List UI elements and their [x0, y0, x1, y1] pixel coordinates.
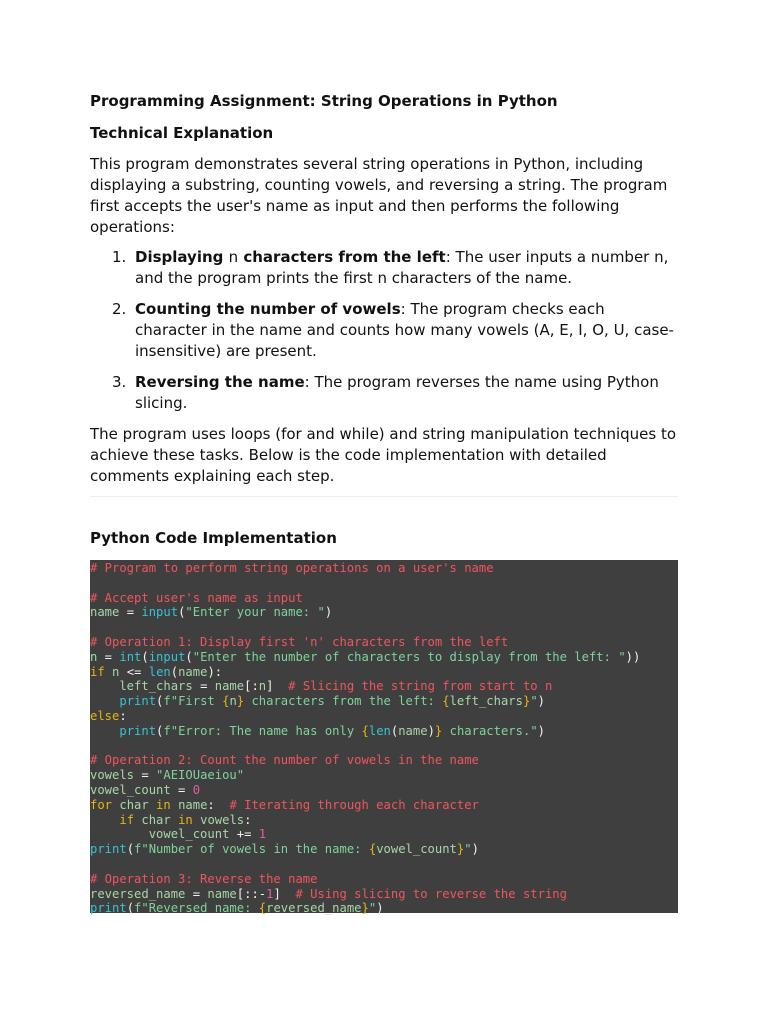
code-token: )	[537, 723, 545, 738]
operations-list	[90, 247, 678, 424]
code-token: {	[222, 694, 230, 709]
code-token: }	[361, 901, 369, 916]
code-line	[90, 901, 384, 915]
code-token: char	[134, 812, 179, 827]
code-token: vowel_count	[90, 827, 230, 842]
code-token: reversed_name	[266, 901, 362, 916]
code-token	[141, 665, 148, 679]
code-line	[90, 694, 545, 708]
code-block	[90, 560, 678, 916]
code-token: }	[522, 694, 531, 709]
code-token: )	[427, 723, 435, 738]
code-line	[90, 724, 545, 738]
code-token: name	[170, 797, 208, 812]
code-token: f"First	[163, 694, 223, 709]
code-token: vowels	[90, 768, 135, 783]
code-token: "Enter the number of characters to display from the left: "	[192, 649, 626, 664]
code-token: (	[390, 723, 399, 738]
code-line	[90, 813, 251, 827]
code-token: (	[126, 901, 135, 916]
code-token: in	[156, 797, 171, 812]
code-token: (	[141, 649, 149, 664]
code-line	[90, 709, 127, 723]
code-listing	[90, 560, 678, 916]
code-line	[90, 561, 494, 575]
code-line	[90, 768, 244, 782]
code-token: len	[148, 664, 171, 679]
code-token: ]	[273, 886, 296, 901]
code-token	[90, 813, 119, 827]
code-token: (	[185, 649, 193, 664]
code-line	[90, 650, 640, 664]
code-line	[90, 783, 200, 797]
code-token: char	[112, 797, 157, 812]
code-line	[90, 872, 317, 886]
code-token: input	[148, 649, 186, 664]
document-title: Programming Assignment: String Operations in Python	[90, 92, 558, 110]
code-token: else	[90, 708, 120, 723]
code-token: =	[119, 605, 142, 620]
code-token: print	[90, 901, 127, 916]
code-token: characters."	[442, 723, 538, 738]
code-token: (	[178, 605, 186, 620]
list-item-number: 3.	[112, 373, 127, 391]
code-token: name	[214, 679, 245, 694]
list-item	[90, 299, 678, 362]
code-token: )	[537, 694, 545, 709]
code-line	[90, 591, 303, 605]
section-heading-technical-explanation: Technical Explanation	[90, 124, 274, 142]
code-token: =	[185, 886, 208, 901]
code-token: name	[90, 605, 120, 620]
code-token: =	[192, 679, 215, 694]
code-token: n	[258, 679, 267, 694]
code-token: for	[90, 797, 113, 812]
code-token: f"Error: The name has only	[163, 723, 362, 738]
code-token: int	[119, 649, 142, 664]
code-token: }	[434, 723, 443, 738]
code-line	[90, 842, 479, 856]
code-token: }	[456, 842, 465, 857]
code-token: if	[119, 812, 135, 827]
code-token: # Using slicing to reverse the string	[295, 886, 567, 901]
code-token: # Iterating through each character	[229, 797, 479, 812]
code-line	[90, 635, 508, 649]
code-token: [:	[244, 679, 259, 694]
list-item-bold-suffix: characters from the left	[238, 248, 446, 266]
code-line	[90, 798, 479, 812]
code-token: "Enter your name: "	[185, 605, 325, 620]
code-line	[90, 605, 332, 619]
code-token: =	[134, 768, 157, 783]
code-line	[90, 679, 552, 693]
code-token: n	[229, 694, 237, 709]
code-token: # Accept user's name as input	[90, 590, 303, 605]
code-token: left_chars	[449, 694, 523, 709]
code-token: (	[156, 694, 164, 709]
code-token: vowels	[192, 812, 245, 827]
intro-paragraph: This program demonstrates several string operations in Python, including displaying a substring, counting vowels, and reversing a string. The program first accepts the user's name as input and then performs the following operations:	[90, 155, 668, 236]
code-token	[90, 694, 119, 708]
code-line	[90, 665, 222, 679]
code-token: :	[119, 708, 127, 723]
list-item-bold-prefix: Reversing the name	[135, 373, 305, 391]
code-token: )	[376, 901, 384, 916]
list-item-code-word: n	[228, 248, 239, 266]
code-token: =	[170, 782, 193, 797]
code-token: [::-	[236, 886, 267, 901]
code-token: print	[119, 723, 157, 738]
list-item-bold-prefix: Displaying	[135, 248, 229, 266]
list-item-number: 1.	[112, 248, 127, 266]
code-token: # Operation 3: Reverse the name	[90, 871, 318, 886]
code-token: :	[207, 797, 230, 812]
code-token: (	[126, 842, 135, 857]
code-token	[90, 724, 119, 738]
code-token: "AEIOUaeiou"	[156, 768, 245, 783]
code-token: n	[104, 664, 127, 679]
code-token: 1	[266, 886, 274, 901]
code-token: # Operation 2: Count the number of vowels in the name	[90, 753, 479, 768]
list-item-bold-prefix: Counting the number of vowels	[135, 300, 401, 318]
list-item	[90, 247, 678, 289]
code-token: ):	[207, 664, 223, 679]
code-token: 1	[258, 827, 267, 842]
code-token: +=	[229, 827, 259, 842]
code-token: vowel_count	[90, 782, 171, 797]
code-token: reversed_name	[90, 886, 186, 901]
code-token: f"Number of vowels in the name:	[134, 842, 369, 857]
code-token: (	[156, 723, 164, 738]
list-item-text: : The program reverses the name using Python slicing.	[135, 373, 659, 412]
code-token: # Program to perform string operations on a user's name	[90, 561, 494, 575]
code-token: left_chars	[90, 679, 193, 694]
code-token: {	[361, 723, 369, 738]
code-token: vowel_count	[376, 842, 457, 857]
code-token: ]	[266, 679, 289, 694]
code-token: if	[90, 664, 105, 679]
code-token: {	[368, 842, 377, 857]
code-token: name	[398, 723, 428, 738]
code-token: "	[368, 901, 377, 916]
code-token: 0	[192, 782, 201, 797]
code-token: :	[244, 812, 252, 827]
code-token: (	[170, 664, 179, 679]
outro-paragraph: The program uses loops (for and while) and string manipulation techniques to achieve these tasks. Below is the code implementation with detailed comments explaining each step.	[90, 425, 677, 485]
code-line	[90, 827, 266, 841]
code-token: f"Reversed name:	[134, 901, 259, 916]
list-item-number: 2.	[112, 300, 127, 318]
code-token: ))	[625, 649, 641, 664]
divider	[90, 496, 678, 497]
code-line	[90, 887, 567, 901]
code-token: }	[236, 694, 245, 709]
code-token: print	[119, 694, 157, 709]
code-token: name	[178, 664, 208, 679]
code-line	[90, 753, 479, 767]
code-token: # Slicing the string from start to n	[288, 679, 553, 694]
code-token: len	[368, 723, 391, 738]
code-token: in	[178, 812, 193, 827]
code-token: "	[464, 842, 472, 857]
code-token: name	[207, 886, 237, 901]
section-heading-code: Python Code Implementation	[90, 529, 337, 547]
code-token: )	[324, 605, 333, 620]
code-token: {	[442, 694, 450, 709]
code-token: # Operation 1: Display first 'n' characters from the left	[90, 634, 509, 649]
code-token: {	[258, 901, 267, 916]
list-item-text: : The user inputs a number n, and the program prints the first n characters of the name.	[135, 248, 669, 287]
code-token: <=	[126, 664, 142, 679]
code-token: n	[90, 649, 98, 664]
code-token: "	[530, 694, 538, 709]
list-item-text: : The program checks each character in the name and counts how many vowels (A, E, I, O, U, case-insensitive) are present.	[135, 300, 674, 360]
code-token: =	[97, 649, 120, 664]
list-item	[90, 372, 678, 414]
code-token: input	[141, 605, 179, 620]
code-token: print	[90, 842, 127, 857]
code-token: characters from the left:	[244, 694, 443, 709]
code-token: )	[471, 842, 479, 857]
